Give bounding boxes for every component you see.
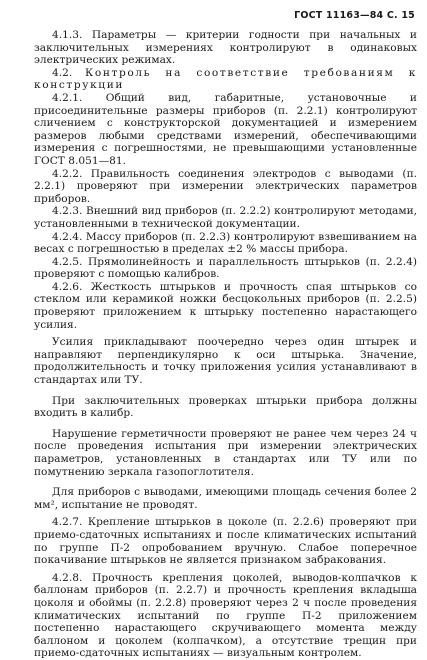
section-heading-4-2 xyxy=(34,67,417,92)
paragraph-4-2-1: 4.2.1. Общий вид, габаритные, установочные и присоединительные размеры приборов (п. 2.2.1) контролируют сличением с конструкторской документацией и измерением размеров любыми средствами измерений, обеспечивающими измерения с погрешностями, не превышающими установленные ГОСТ 8.051—81. xyxy=(34,91,417,167)
paragraph-4-2-5: 4.2.5. Прямолинейность и параллельность штырьков (п. 2.2.4) проверяют с помощью калибров. xyxy=(34,255,417,281)
page-header: ГОСТ 11163—84 С. 15 xyxy=(294,10,415,21)
paragraph-4-2-6: 4.2.6. Жесткость штырьков и прочность спая штырьков со стеклом или керамикой ножки бесцокольных приборов (п. 2.2.5) проверяют приложением к штырьку постепенно нарастающего усилия. xyxy=(34,280,417,331)
paragraph-4-1-3: 4.1.3. Параметры — критерии годности при начальных и заключительных измерениях контролируют в одинаковых электрических режимах. xyxy=(34,29,417,67)
paragraph-4-2-7: 4.2.7. Крепление штырьков в цоколе (п. 2.2.6) проверяют при приемо-сдаточных испытаниях и после климатических испытаний по группе П-2 опробованием вручную. Слабое поперечное покачивание штырьков не является признаком забракования. xyxy=(34,516,417,567)
paragraph-4-2-4: 4.2.4. Массу приборов (п. 2.2.3) контролируют взвешиванием на весах с погрешностью в пределах ±2 % массы прибора. xyxy=(34,230,417,256)
section-title-4-2: Контроль на соответствие требованиям к конструкции xyxy=(34,66,417,92)
paragraph-effort: Усилия прикладывают поочередно через один штырек и направляют перпендикулярно к оси штырька. Значение, продолжительность и точку приложения усилия устанавливают в стандартах или ТУ. xyxy=(34,336,417,387)
document-body xyxy=(34,29,417,660)
paragraph-4-2-3: 4.2.3. Внешний вид приборов (п. 2.2.2) контролируют методами, установленными в технической документации. xyxy=(34,205,417,230)
paragraph-4-2-8: 4.2.8. Прочность крепления цоколей, выводов-колпачков к баллонам приборов (п. 2.2.7) и прочность крепления вкладыша цоколя и обоймы (п. 2.2.8) проверяют через 2 ч после проведения климатических испытаний по группе П-2 приложением постепенно нарастающего скручивающего момента между баллоном и цоколем (колпачком), а отсутствие трещин при приемо-сдаточных испытаниях — визуальным контролем. xyxy=(34,571,417,660)
paragraph-leak-test: Нарушение герметичности проверяют не ранее чем через 24 ч после проведения испытания при измерении электрических параметров, установленных в стандартах или ТУ или по помутнению зеркала газопоглотителя. xyxy=(34,427,417,478)
paragraph-leads: Для приборов с выводами, имеющими площадь сечения более 2 мм², испытание не проводят. xyxy=(34,486,417,511)
section-number-4-2: 4.2. xyxy=(52,66,86,79)
paragraph-final-check: При заключительных проверках штырьки прибора должны входить в калибр. xyxy=(34,394,417,420)
paragraph-4-2-2: 4.2.2. Правильность соединения электродов с выводами (п. 2.2.1) проверяют при измерении электрических параметров приборов. xyxy=(34,167,417,205)
